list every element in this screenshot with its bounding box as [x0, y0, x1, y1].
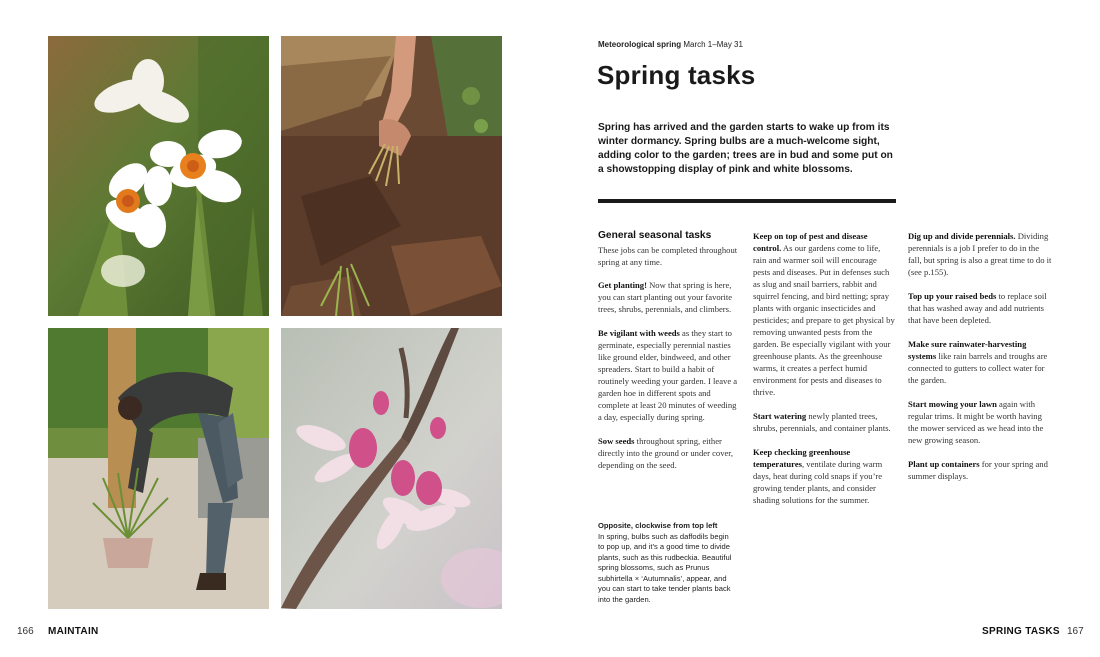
- task-planting: [598, 279, 740, 315]
- general-heading: General seasonal tasks: [598, 230, 712, 241]
- task-raised-beds: [908, 290, 1053, 326]
- task-weeds: [598, 327, 740, 423]
- task-rainwater: [908, 338, 1053, 386]
- task-weeds-title: Be vigilant with weeds: [598, 328, 680, 338]
- right-page-number: 167: [1067, 626, 1084, 637]
- task-pests-title: Keep on top of pest and disease control.: [753, 231, 868, 253]
- general-lead: These jobs can be completed throughout spring at any time.: [598, 245, 738, 267]
- task-sow: [598, 435, 740, 471]
- task-sow-text: throughout spring, either directly into the ground or under cover, depending on the seed.: [598, 436, 733, 470]
- task-divide-title: Dig up and divide perennials.: [908, 231, 1016, 241]
- task-mowing-text: again with regular trims. It might be worth having the mower serviced as we head into the new growing season.: [908, 399, 1044, 445]
- text-column-2: [753, 230, 895, 518]
- task-weeds-text: as they start to germinate, especially perennial nasties like ground elder, bindweed, and other spreaders. Start to build a habit of routinely weeding your garden. I leave a garden hoe in different spots and complete at least 20 minutes of weeding a day, especially during spring.: [598, 328, 738, 422]
- right-running-head: SPRING TASKS: [982, 626, 1060, 637]
- task-planting-text: Now that spring is here, you can start planting out your favorite trees, shrubs, perennials, and climbers.: [598, 280, 733, 314]
- task-greenhouse: [753, 446, 895, 506]
- task-sow-title: Sow seeds: [598, 436, 635, 446]
- task-raised-title: Top up your raised beds: [908, 291, 997, 301]
- caption-heading: Opposite, clockwise from top left: [598, 521, 718, 530]
- task-greenhouse-text: , ventilate during warm days, heat during cold snaps if you’re growing tender plants, and consider shading solutions for the summer.: [753, 459, 883, 505]
- kicker-dates: March 1–May 31: [683, 40, 743, 49]
- photo-caption: [598, 521, 733, 605]
- task-containers-title: Plant up containers: [908, 459, 980, 469]
- task-planting-title: Get planting!: [598, 280, 647, 290]
- task-watering-text: newly planted trees, shrubs, perennials, and container plants.: [753, 411, 891, 433]
- task-containers-text: for your spring and summer displays.: [908, 459, 1048, 481]
- photo-daffodils: [48, 36, 269, 316]
- season-kicker: [598, 40, 743, 49]
- text-column-3: [908, 230, 1053, 494]
- task-divide-text: Dividing perennials is a job I prefer to do in the fall, but spring is also a great time to do it (see p.155).: [908, 231, 1052, 277]
- task-divide: [908, 230, 1053, 278]
- task-containers: [908, 458, 1053, 482]
- section-divider: [598, 199, 896, 203]
- task-rain-text: like rain barrels and troughs are connected to gutters to collect water for the garden.: [908, 351, 1048, 385]
- photo-dividing-perennials: [281, 36, 502, 316]
- task-raised-text: to replace soil that has washed away and add nutrients that have been depleted.: [908, 291, 1047, 325]
- left-running-head: MAINTAIN: [48, 626, 99, 637]
- left-page-number: 166: [17, 626, 34, 637]
- caption-text: In spring, bulbs such as daffodils begin to pop up, and it’s a good time to divide plants, such as this rudbeckia. Beautiful spring blossoms, such as Prunus subhirtella × ‘Autumnalis’, appear, and you can start to take tender plants back into the garden.: [598, 531, 732, 604]
- task-mowing: [908, 398, 1053, 446]
- kicker-season: Meteorological spring: [598, 40, 682, 49]
- intro-paragraph: Spring has arrived and the garden starts to wake up from its winter dormancy. Spring bulbs are a much-welcome sight, adding color to the garden; trees are in bud and some put on a showstopping display of pink and white blossoms.: [598, 122, 893, 175]
- task-watering-title: Start watering: [753, 411, 807, 421]
- task-mowing-title: Start mowing your lawn: [908, 399, 997, 409]
- task-pests-text: As our gardens come to life, rain and warmer soil will encourage pests and diseases. Put in defenses such as slug and snail barriers, rabbit and squirrel fencing, and bird netting; spray plants with organic insecticides and pesticides; and prepare to get physical by removing unwanted pests from the garden. Be especially vigilant with your greenhouse plants. As the greenhouse warms, it creates a perfect humid environment for pests and diseases to thrive.: [753, 243, 895, 397]
- photo-pink-blossom: [281, 328, 502, 609]
- task-greenhouse-title: Keep checking greenhouse temperatures: [753, 447, 851, 469]
- photo-gardener-with-pot: [48, 328, 269, 609]
- task-pests: [753, 230, 895, 398]
- page-title: Spring tasks: [597, 60, 756, 90]
- task-rain-title: Make sure rainwater-harvesting systems: [908, 339, 1027, 361]
- text-column-1: [598, 230, 740, 483]
- task-watering: [753, 410, 895, 434]
